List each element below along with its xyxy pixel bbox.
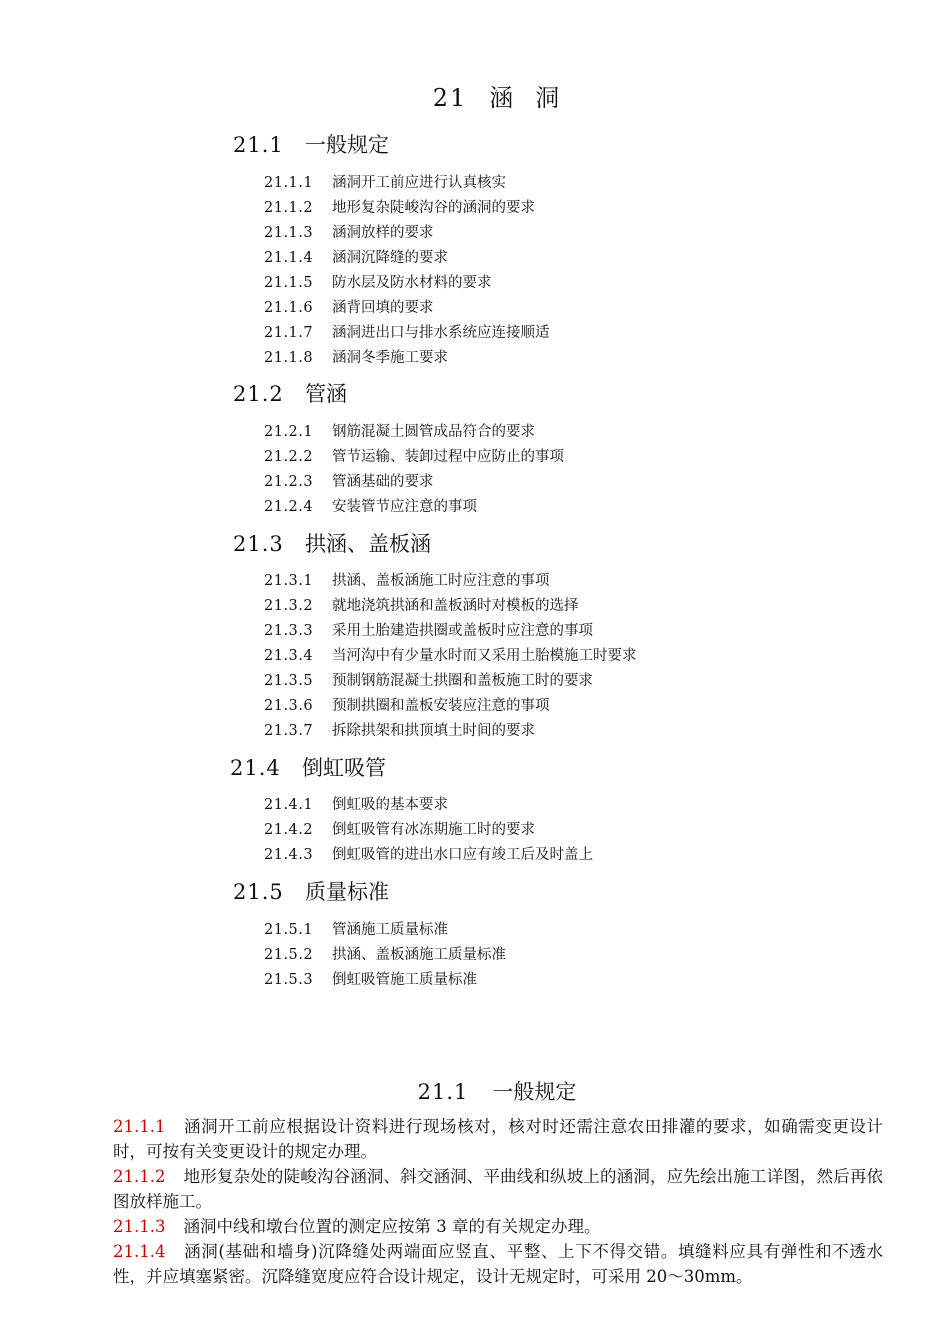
toc-item — [264, 719, 535, 740]
toc-section-title: 管涵 — [305, 382, 347, 406]
clause-text: 涵洞中线和墩台位置的测定应按第 3 章的有关规定办理。 — [183, 1217, 601, 1236]
toc-section-title: 质量标准 — [305, 880, 389, 904]
toc-item-number: 21.2.1 — [264, 424, 314, 440]
toc-item — [264, 818, 535, 839]
toc-item — [264, 694, 550, 715]
toc-section-number: 21.4 — [230, 756, 281, 780]
toc-section-heading — [233, 378, 347, 408]
toc-item-number: 21.1.3 — [264, 225, 314, 241]
toc-item-text: 涵洞冬季施工要求 — [332, 350, 448, 366]
toc-item-number: 21.1.4 — [264, 250, 314, 266]
clause-number: 21.1.1 — [113, 1117, 166, 1136]
body-section-title: 一般规定 — [492, 1080, 577, 1104]
body-section-heading — [0, 1076, 950, 1106]
toc-item — [264, 943, 506, 964]
toc-item-text: 涵洞进出口与排水系统应连接顺适 — [332, 325, 550, 341]
toc-item-text: 倒虹吸管施工质量标准 — [332, 972, 477, 988]
toc-item — [264, 594, 579, 615]
toc-item-text: 倒虹吸管的进出水口应有竣工后及时盖上 — [332, 847, 593, 863]
toc-item-number: 21.2.2 — [264, 449, 314, 465]
toc-item-text: 涵洞开工前应进行认真核实 — [332, 175, 506, 191]
toc-item-text: 钢筋混凝土圆管成品符合的要求 — [332, 424, 535, 440]
toc-item — [264, 221, 434, 242]
clause-paragraph — [113, 1214, 883, 1239]
toc-section-number: 21.3 — [233, 532, 284, 556]
toc-item-text: 预制拱圈和盖板安装应注意的事项 — [332, 698, 550, 714]
toc-item — [264, 569, 550, 590]
toc-item-number: 21.2.3 — [264, 474, 314, 490]
toc-item-text: 涵洞沉降缝的要求 — [332, 250, 448, 266]
toc-item-text: 管涵施工质量标准 — [332, 922, 448, 938]
toc-section-heading — [230, 752, 386, 782]
toc-item — [264, 246, 448, 267]
clause-text: 涵洞(基础和墙身)沉降缝处两端面应竖直、平整、上下不得交错。填缝料应具有弹性和不透水性，并应填塞紧密。沉降缝宽度应符合设计规定，设计无规定时，可采用 20～30mm。 — [113, 1242, 883, 1286]
toc-item-number: 21.3.2 — [264, 598, 314, 614]
toc-item-number: 21.4.2 — [264, 822, 314, 838]
toc-item — [264, 346, 448, 367]
toc-item — [264, 793, 448, 814]
clause-paragraph — [113, 1114, 883, 1164]
toc-item-text: 涵背回填的要求 — [332, 300, 434, 316]
toc-item-number: 21.3.1 — [264, 573, 314, 589]
toc-item-text: 安装管节应注意的事项 — [332, 499, 477, 515]
body-section-number: 21.1 — [417, 1080, 469, 1104]
chapter-title-char-1: 涵 — [489, 84, 516, 112]
chapter-title-char-2: 洞 — [535, 84, 562, 112]
toc-item-number: 21.3.7 — [264, 723, 314, 739]
toc-item — [264, 968, 477, 989]
toc-item-number: 21.3.6 — [264, 698, 314, 714]
toc-item-number: 21.5.3 — [264, 972, 314, 988]
toc-item-number: 21.3.4 — [264, 648, 314, 664]
toc-item — [264, 171, 506, 192]
toc-item — [264, 445, 564, 466]
toc-section-title: 拱涵、盖板涵 — [305, 532, 431, 556]
toc-item-number: 21.3.5 — [264, 673, 314, 689]
clause-paragraph — [113, 1239, 883, 1289]
toc-item-number: 21.1.6 — [264, 300, 314, 316]
toc-item-number: 21.1.5 — [264, 275, 314, 291]
toc-item-text: 涵洞放样的要求 — [332, 225, 434, 241]
toc-item-text: 拱涵、盖板涵施工时应注意的事项 — [332, 573, 550, 589]
clause-text: 涵洞开工前应根据设计资料进行现场核对，核对时还需注意农田排灌的要求，如确需变更设计时，可按有关变更设计的规定办理。 — [113, 1117, 883, 1161]
toc-section-title: 倒虹吸管 — [302, 756, 386, 780]
toc-item-number: 21.1.1 — [264, 175, 314, 191]
toc-item-text: 管涵基础的要求 — [332, 474, 434, 490]
chapter-title — [0, 78, 950, 113]
toc-item-number: 21.1.8 — [264, 350, 314, 366]
toc-item — [264, 321, 550, 342]
toc-item-text: 预制钢筋混凝土拱圈和盖板施工时的要求 — [332, 673, 593, 689]
chapter-number: 21 — [432, 84, 468, 112]
clause-paragraph — [113, 1164, 883, 1214]
toc-item — [264, 470, 434, 491]
toc-item — [264, 420, 535, 441]
toc-item-number: 21.1.7 — [264, 325, 314, 341]
clause-text: 地形复杂处的陡峻沟谷涵洞、斜交涵洞、平曲线和纵坡上的涵洞，应先绘出施工详图，然后再依图放样施工。 — [113, 1167, 883, 1211]
toc-item — [264, 196, 535, 217]
toc-item — [264, 495, 477, 516]
toc-item-text: 当河沟中有少量水时而又采用土胎模施工时要求 — [332, 648, 637, 664]
toc-item-number: 21.4.3 — [264, 847, 314, 863]
toc-item-number: 21.4.1 — [264, 797, 314, 813]
toc-item-text: 拱涵、盖板涵施工质量标准 — [332, 947, 506, 963]
toc-item — [264, 644, 637, 665]
toc-item-text: 倒虹吸的基本要求 — [332, 797, 448, 813]
toc-item-number: 21.5.1 — [264, 922, 314, 938]
toc-item-text: 拆除拱架和拱顶填土时间的要求 — [332, 723, 535, 739]
toc-item-number: 21.1.2 — [264, 200, 314, 216]
toc-item-number: 21.3.3 — [264, 623, 314, 639]
toc-item-text: 管节运输、装卸过程中应防止的事项 — [332, 449, 564, 465]
toc-section-number: 21.2 — [233, 382, 284, 406]
toc-item — [264, 669, 593, 690]
toc-section-heading — [233, 528, 431, 558]
toc-item — [264, 619, 593, 640]
toc-item — [264, 918, 448, 939]
toc-item-text: 防水层及防水材料的要求 — [332, 275, 492, 291]
toc-item-text: 就地浇筑拱涵和盖板涵时对模板的选择 — [332, 598, 579, 614]
toc-item-number: 21.5.2 — [264, 947, 314, 963]
toc-section-title: 一般规定 — [305, 133, 389, 157]
clause-number: 21.1.4 — [113, 1242, 166, 1261]
toc-item — [264, 296, 434, 317]
toc-item — [264, 843, 593, 864]
toc-item-text: 倒虹吸管有冰冻期施工时的要求 — [332, 822, 535, 838]
toc-section-number: 21.5 — [233, 880, 284, 904]
clause-number: 21.1.3 — [113, 1217, 166, 1236]
toc-item-number: 21.2.4 — [264, 499, 314, 515]
toc-section-number: 21.1 — [233, 133, 284, 157]
toc-item-text: 地形复杂陡峻沟谷的涵洞的要求 — [332, 200, 535, 216]
toc-section-heading — [233, 876, 389, 906]
toc-item-text: 采用土胎建造拱圈或盖板时应注意的事项 — [332, 623, 593, 639]
clause-number: 21.1.2 — [113, 1167, 166, 1186]
toc-section-heading — [233, 129, 389, 159]
toc-item — [264, 271, 492, 292]
